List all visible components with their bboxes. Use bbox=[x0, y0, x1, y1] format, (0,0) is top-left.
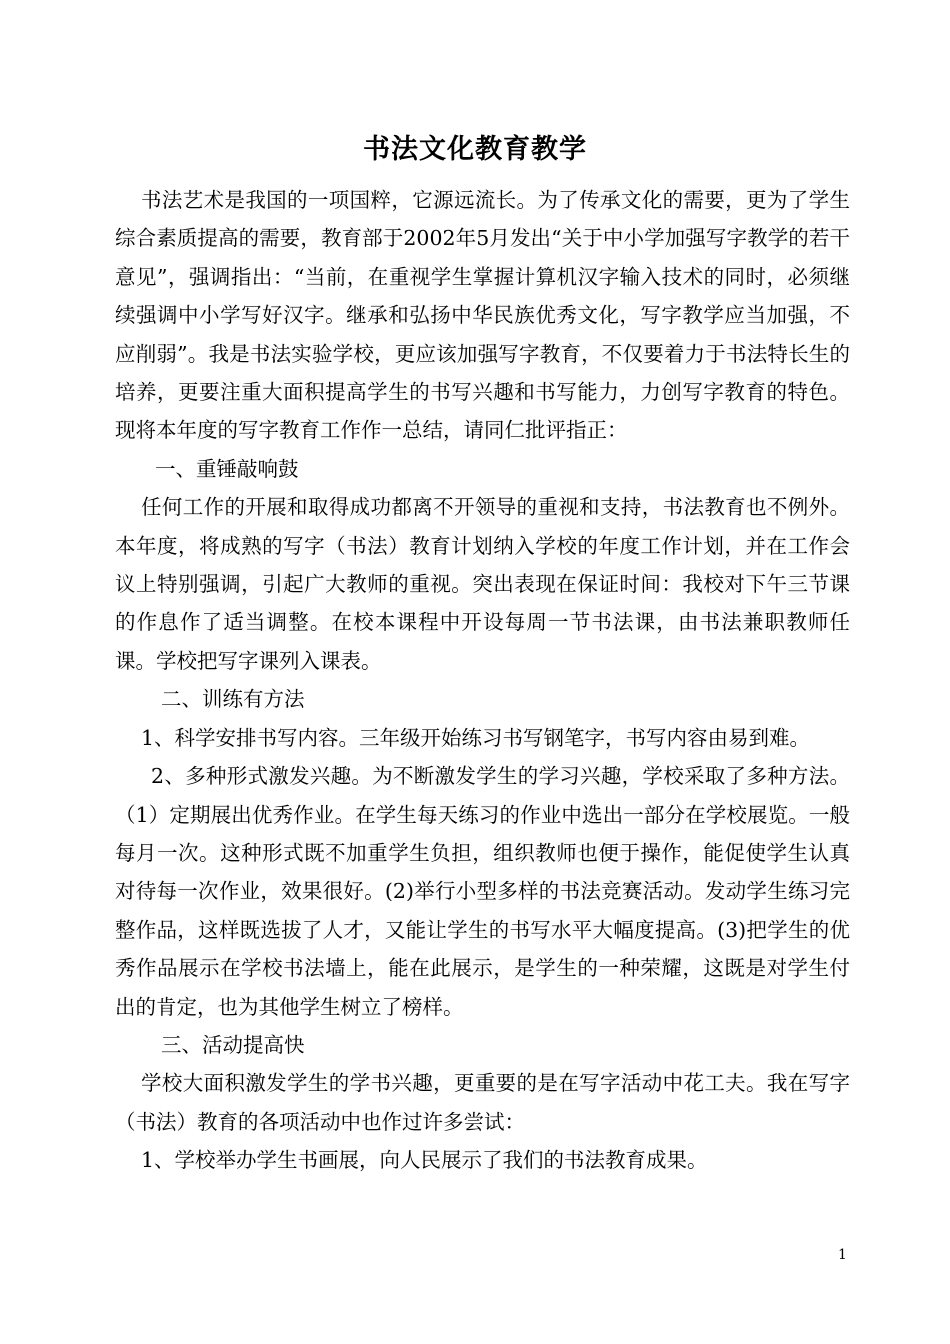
paragraph-activity-1: 1、学校举办学生书画展，向人民展示了我们的书法教育成果。 bbox=[141, 1148, 708, 1173]
section-heading-2: 二、训练有方法 bbox=[161, 687, 305, 712]
section-heading-3: 三、活动提高快 bbox=[161, 1032, 305, 1057]
paragraph-intro: 书法艺术是我国的一项国粹，它源远流长。为了传承文化的需要，更为了学生综合素质提高的需要，教育部于2002年5月发出“关于中小学加强写字教学的若干意见”，强调指出：“当前，在重视学生掌握计算机汉字输入技术的同时，必须继续强调中小学写好汉字。继承和弘扬中华民族优秀文化，写字教学应当加强，不应削弱”。我是书法实验学校，更应该加强写字教育，不仅要着力于书法特长生的培养，更要注重大面积提高学生的书写兴趣和书写能力，力创写字教育的特色。现将本年度的写字教育工作作一总结，请同仁批评指正： bbox=[115, 188, 850, 443]
paragraph-item-2: 2、多种形式激发兴趣。为不断激发学生的学习兴趣，学校采取了多种方法。（1）定期展出优秀作业。在学生每天练习的作业中选出一部分在学校展览。一般每月一次。这种形式既不加重学生负担，组织教师也便于操作，能促使学生认真对待每一次作业，效果很好。(2)举行小型多样的书法竞赛活动。发动学生练习完整作品，这样既选拔了人才，又能让学生的书写水平大幅度提高。(3)把学生的优秀作品展示在学校书法墙上，能在此展示，是学生的一种荣耀，这既是对学生付出的肯定，也为其他学生树立了榜样。 bbox=[115, 764, 850, 1019]
section-heading-1: 一、重锤敲响鼓 bbox=[155, 456, 299, 481]
paragraph-section-1: 任何工作的开展和取得成功都离不开领导的重视和支持，书法教育也不例外。本年度，将成熟的写字（书法）教育计划纳入学校的年度工作计划，并在工作会议上特别强调，引起广大教师的重视。突出表现在保证时间：我校对下午三节课的作息作了适当调整。在校本课程中开设每周一节书法课，由书法兼职教师任课。学校把写字课列入课表。 bbox=[115, 495, 850, 673]
document-body bbox=[115, 181, 850, 1180]
paragraph-item-1: 1、科学安排书写内容。三年级开始练习书写钢笔字，书写内容由易到难。 bbox=[141, 725, 811, 750]
document-title: 书法文化教育教学 bbox=[363, 134, 587, 165]
page-number: 1 bbox=[838, 1247, 847, 1263]
paragraph-section-3: 学校大面积激发学生的学书兴趣，更重要的是在写字活动中花工夫。我在写字（书法）教育的各项活动中也作过许多尝试： bbox=[115, 1071, 850, 1134]
